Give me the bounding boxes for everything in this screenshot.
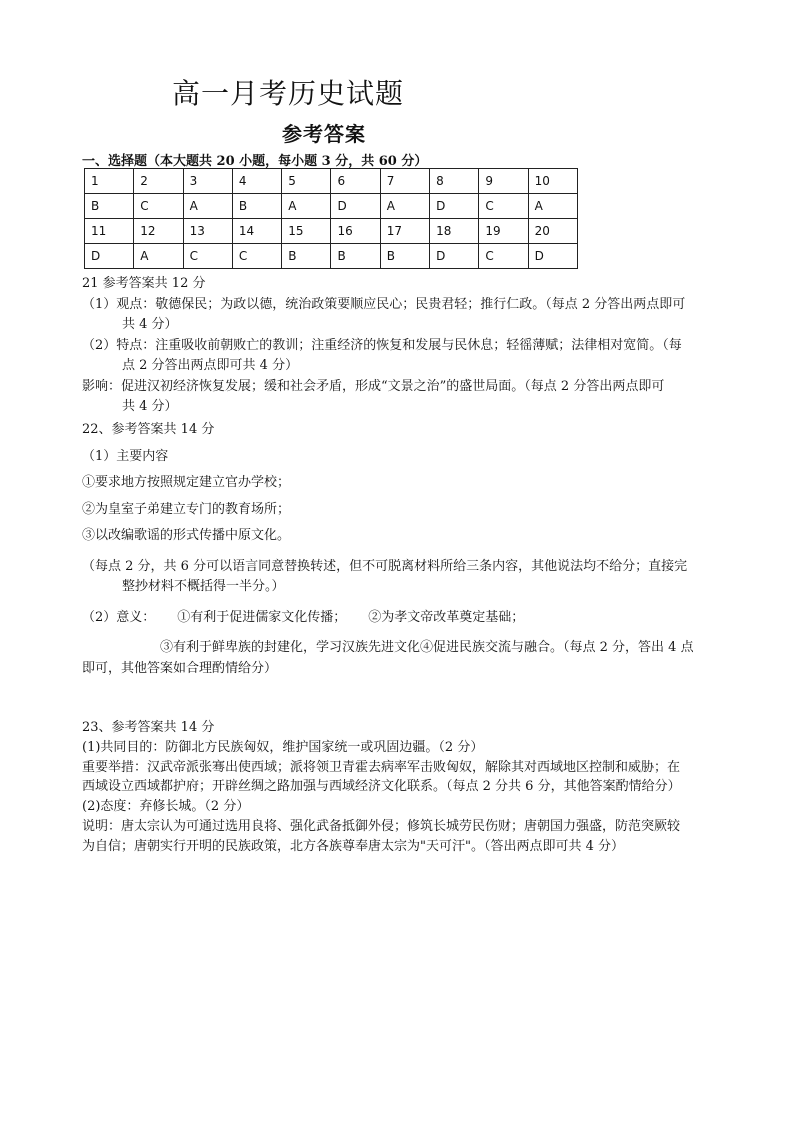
section-one-header: 一、选择题（本大题共 20 小题，每小题 3 分，共 60 分） bbox=[82, 154, 428, 169]
answer-row-letters-1 bbox=[85, 194, 578, 219]
question-22-meaning-row bbox=[82, 608, 702, 629]
question-23-answer bbox=[82, 718, 702, 856]
question-21-title: 21 参考答案共 12 分 bbox=[82, 276, 206, 291]
answer-cell: C bbox=[479, 194, 528, 219]
answer-cell: 19 bbox=[479, 219, 528, 244]
question-21-point-2: （2）特点：注重吸收前朝败亡的教训；注重经济的恢复和发展与民休息；轻徭薄赋；法律相对宽简。（每 bbox=[82, 337, 682, 353]
answer-cell: 18 bbox=[430, 219, 479, 244]
answer-cell: 7 bbox=[380, 169, 429, 194]
answer-cell: 5 bbox=[282, 169, 331, 194]
question-22-note: （每点 2 分，共 6 分可以语言同意替换转述，但不可脱离材料所给三条内容，其他说法均不给分；直接完 bbox=[82, 558, 688, 574]
question-22-note-continuation: 整抄材料不概括得一半分。） bbox=[122, 579, 285, 595]
question-22-meaning-b: ②为孝文帝改革奠定基础； bbox=[368, 609, 525, 625]
answer-cell: D bbox=[528, 244, 577, 269]
answer-cell: D bbox=[85, 244, 134, 269]
answer-row-letters-2 bbox=[85, 244, 578, 269]
answer-cell: 13 bbox=[183, 219, 232, 244]
question-22-meaning-a: ①有利于促进儒家文化传播； bbox=[177, 609, 347, 625]
answer-cell: A bbox=[282, 194, 331, 219]
answer-row-numbers-1 bbox=[85, 169, 578, 194]
answer-cell: C bbox=[134, 194, 183, 219]
question-21-point-2-continuation: 点 2 分答出两点即可共 4 分） bbox=[122, 358, 299, 374]
answer-cell: 12 bbox=[134, 219, 183, 244]
answer-cell: 1 bbox=[85, 169, 134, 194]
answer-cell: 15 bbox=[282, 219, 331, 244]
answer-cell: B bbox=[380, 244, 429, 269]
question-22-meaning-c: ③有利于鲜卑族的封建化，学习汉族先进文化④促进民族交流与融合。（每点 2 分，答出 4 点 bbox=[160, 640, 694, 656]
question-23-explanation-continuation: 为自信；唐朝实行开明的民族政策，北方各族尊奉唐太宗为"天可汗"。（答出两点即可共 4 分） bbox=[82, 838, 624, 854]
answer-cell: A bbox=[183, 194, 232, 219]
spacer bbox=[82, 598, 702, 608]
question-22-item-1: ①要求地方按照规定建立官办学校； bbox=[82, 475, 291, 491]
answer-cell: D bbox=[430, 244, 479, 269]
question-23-measures: 重要举措：汉武帝派张骞出使西域；派将领卫青霍去病率军击败匈奴，解除其对西域地区控制和威胁；在 bbox=[82, 759, 681, 775]
answer-cell: 8 bbox=[430, 169, 479, 194]
question-23-measures-continuation: 西域设立西域都护府；开辟丝绸之路加强与西域经济文化联系。（每点 2 分共 6 分，其他答案酌情给分） bbox=[82, 779, 681, 795]
question-22-meaning-continuation: 即可，其他答案如合理酌情给分） bbox=[82, 660, 278, 676]
question-22-answer bbox=[82, 420, 702, 679]
answer-cell: C bbox=[479, 244, 528, 269]
answer-cell: B bbox=[232, 194, 281, 219]
question-23-explanation: 说明：唐太宗认为可通过选用良将、强化武备抵御外侵；修筑长城劳民伤财；唐朝国力强盛，防范突厥较 bbox=[82, 818, 681, 834]
answer-cell: B bbox=[85, 194, 134, 219]
answer-cell: 6 bbox=[331, 169, 380, 194]
answer-cell: 10 bbox=[528, 169, 577, 194]
question-22-title: 22、参考答案共 14 分 bbox=[82, 422, 215, 437]
page-title: 高一月考历史试题 bbox=[172, 77, 405, 110]
answer-cell: C bbox=[232, 244, 281, 269]
answer-cell: 3 bbox=[183, 169, 232, 194]
answer-table bbox=[84, 168, 578, 269]
question-21-influence: 影响：促进汉初经济恢复发展；缓和社会矛盾，形成“文景之治”的盛世局面。（每点 2 分答出两点即可 bbox=[82, 378, 665, 394]
answer-row-numbers-2 bbox=[85, 219, 578, 244]
answer-cell: C bbox=[183, 244, 232, 269]
answer-table-body bbox=[85, 169, 578, 269]
question-22-item-2: ②为皇室子弟建立专门的教育场所； bbox=[82, 501, 291, 517]
answer-cell: 2 bbox=[134, 169, 183, 194]
question-21-point-1: （1）观点：敬德保民；为政以德，统治政策要顺应民心；民贵君轻；推行仁政。（每点 2 分答出两点即可 bbox=[82, 296, 686, 312]
question-22-subtitle-1: （1）主要内容 bbox=[82, 448, 169, 464]
answer-cell: A bbox=[134, 244, 183, 269]
answer-cell: 20 bbox=[528, 219, 577, 244]
question-23-attitude: (2)态度：弃修长城。（2 分） bbox=[82, 799, 250, 814]
answer-cell: 11 bbox=[85, 219, 134, 244]
answer-cell: D bbox=[430, 194, 479, 219]
spacer bbox=[82, 628, 702, 638]
answer-cell: A bbox=[380, 194, 429, 219]
question-21-influence-continuation: 共 4 分） bbox=[122, 399, 178, 415]
answer-cell: B bbox=[282, 244, 331, 269]
answer-cell: A bbox=[528, 194, 577, 219]
page-subtitle: 参考答案 bbox=[282, 122, 366, 146]
answer-cell: 4 bbox=[232, 169, 281, 194]
question-22-meaning-label: （2）意义： bbox=[82, 609, 156, 625]
answer-cell: D bbox=[331, 194, 380, 219]
question-21-point-1-continuation: 共 4 分） bbox=[122, 317, 178, 333]
answer-cell: 17 bbox=[380, 219, 429, 244]
answer-cell: 9 bbox=[479, 169, 528, 194]
question-23-title: 23、参考答案共 14 分 bbox=[82, 720, 215, 735]
question-23-common-goal: (1)共同目的：防御北方民族匈奴，维护国家统一或巩固边疆。（2 分） bbox=[82, 739, 484, 755]
answer-cell: 16 bbox=[331, 219, 380, 244]
question-22-item-3: ③以改编歌谣的形式传播中原文化。 bbox=[82, 528, 291, 544]
answer-cell: B bbox=[331, 244, 380, 269]
answer-cell: 14 bbox=[232, 219, 281, 244]
question-21-answer bbox=[82, 274, 702, 418]
spacer bbox=[82, 547, 702, 557]
